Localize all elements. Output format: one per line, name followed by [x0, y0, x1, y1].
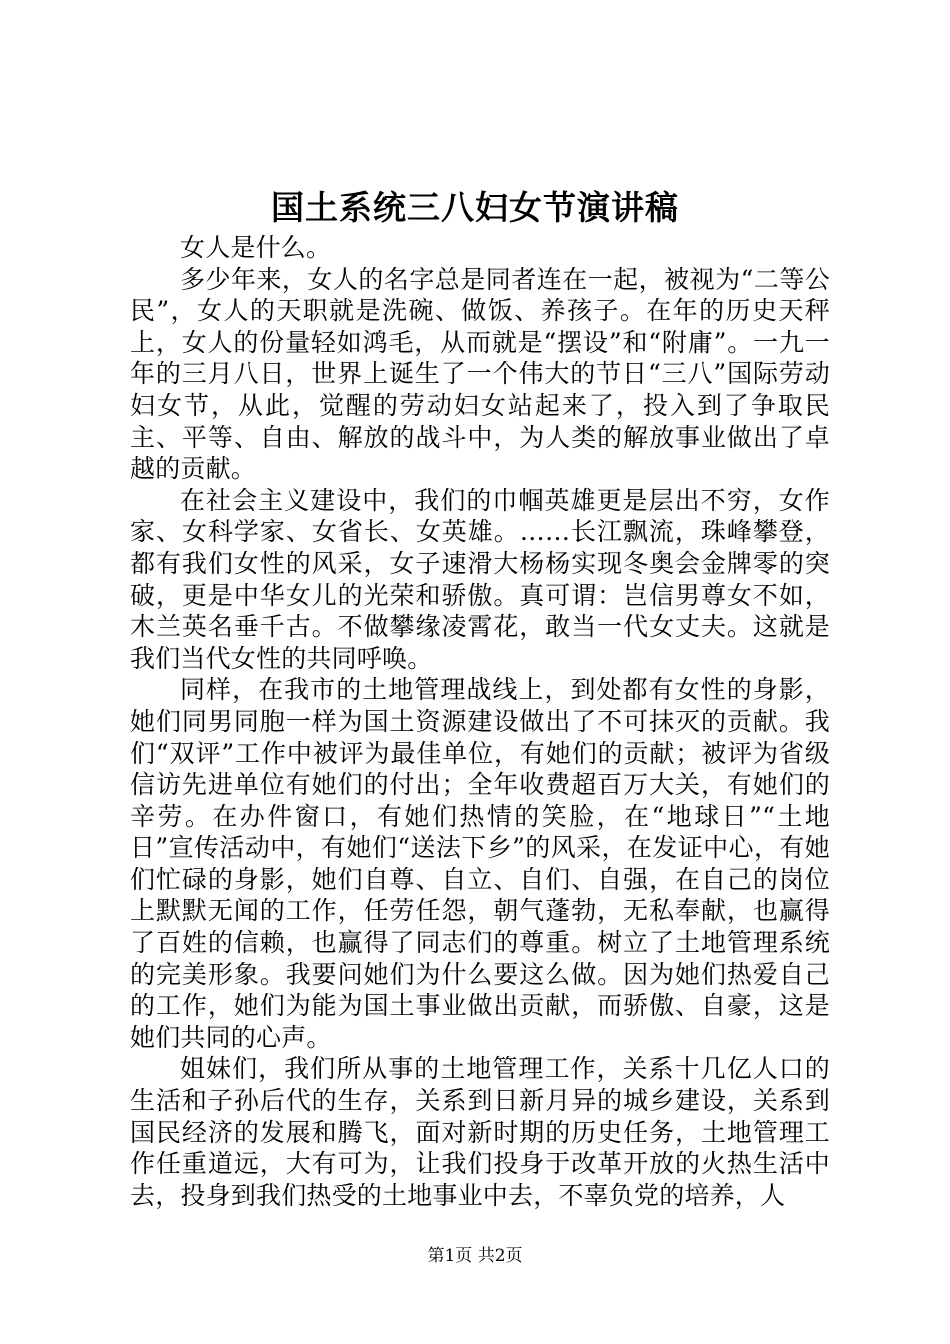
paragraph-5: 姐妹们，我们所从事的土地管理工作，关系十几亿人口的生活和子孙后代的生存，关系到日新月异的城乡建设，关系到国民经济的发展和腾飞，面对新时期的历史任务，土地管理工作任重道远，大有可为，让我们投身于改革开放的火热生活中去，投身到我们热受的土地事业中去，不辜负党的培养，人 — [130, 1054, 830, 1210]
paragraph-3: 在社会主义建设中，我们的巾帼英雄更是层出不穷，女作家、女科学家、女省长、女英雄。……长江飘流，珠峰攀登，都有我们女性的风采，女子速滑大杨杨实现冬奥会金牌零的突破，更是中华女儿的光荣和骄傲。真可谓：岂信男尊女不如，木兰英名垂千古。不做攀缘凌霄花，敢当一代女丈夫。这就是我们当代女性的共同呼唤。 — [130, 485, 830, 673]
document-body — [130, 232, 830, 1211]
paragraph-1: 女人是什么。 — [180, 233, 332, 262]
document-title: 国土系统三八妇女节演讲稿 — [271, 188, 679, 227]
paragraph-4: 同样，在我市的土地管理战线上，到处都有女性的身影，她们同男同胞一样为国土资源建设做出了不可抹灭的贡献。我们“双评”工作中被评为最佳单位，有她们的贡献；被评为省级信访先进单位有她们的付出；全年收费超百万大关，有她们的辛劳。在办件窗口，有她们热情的笑脸，在“地球日”“土地日”宣传活动中，有她们“送法下乡”的风采，在发证中心，有她们忙碌的身影，她们自尊、自立、自们、自强，在自己的岗位上默默无闻的工作，任劳任怨，朝气蓬勃，无私奉献，也赢得了百姓的信赖，也赢得了同志们的尊重。树立了土地管理系统的完美形象。我要问她们为什么要这么做。因为她们热爱自己的工作，她们为能为国土事业做出贡献，而骄傲、自豪，这是她们共同的心声。 — [130, 675, 830, 1052]
paragraph-2: 多少年来，女人的名字总是同者连在一起，被视为“二等公民”，女人的天职就是洗碗、做饭、养孩子。在年的历史天秤上，女人的份量轻如鸿毛，从而就是“摆设”和“附庸”。一九一年的三月八日，世界上诞生了一个伟大的节日“三八”国际劳动妇女节，从此，觉醒的劳动妇女站起来了，投入到了争取民主、平等、自由、解放的战斗中，为人类的解放事业做出了卓越的贡献。 — [130, 264, 830, 484]
page-footer: 第1页 共2页 — [427, 1246, 523, 1266]
